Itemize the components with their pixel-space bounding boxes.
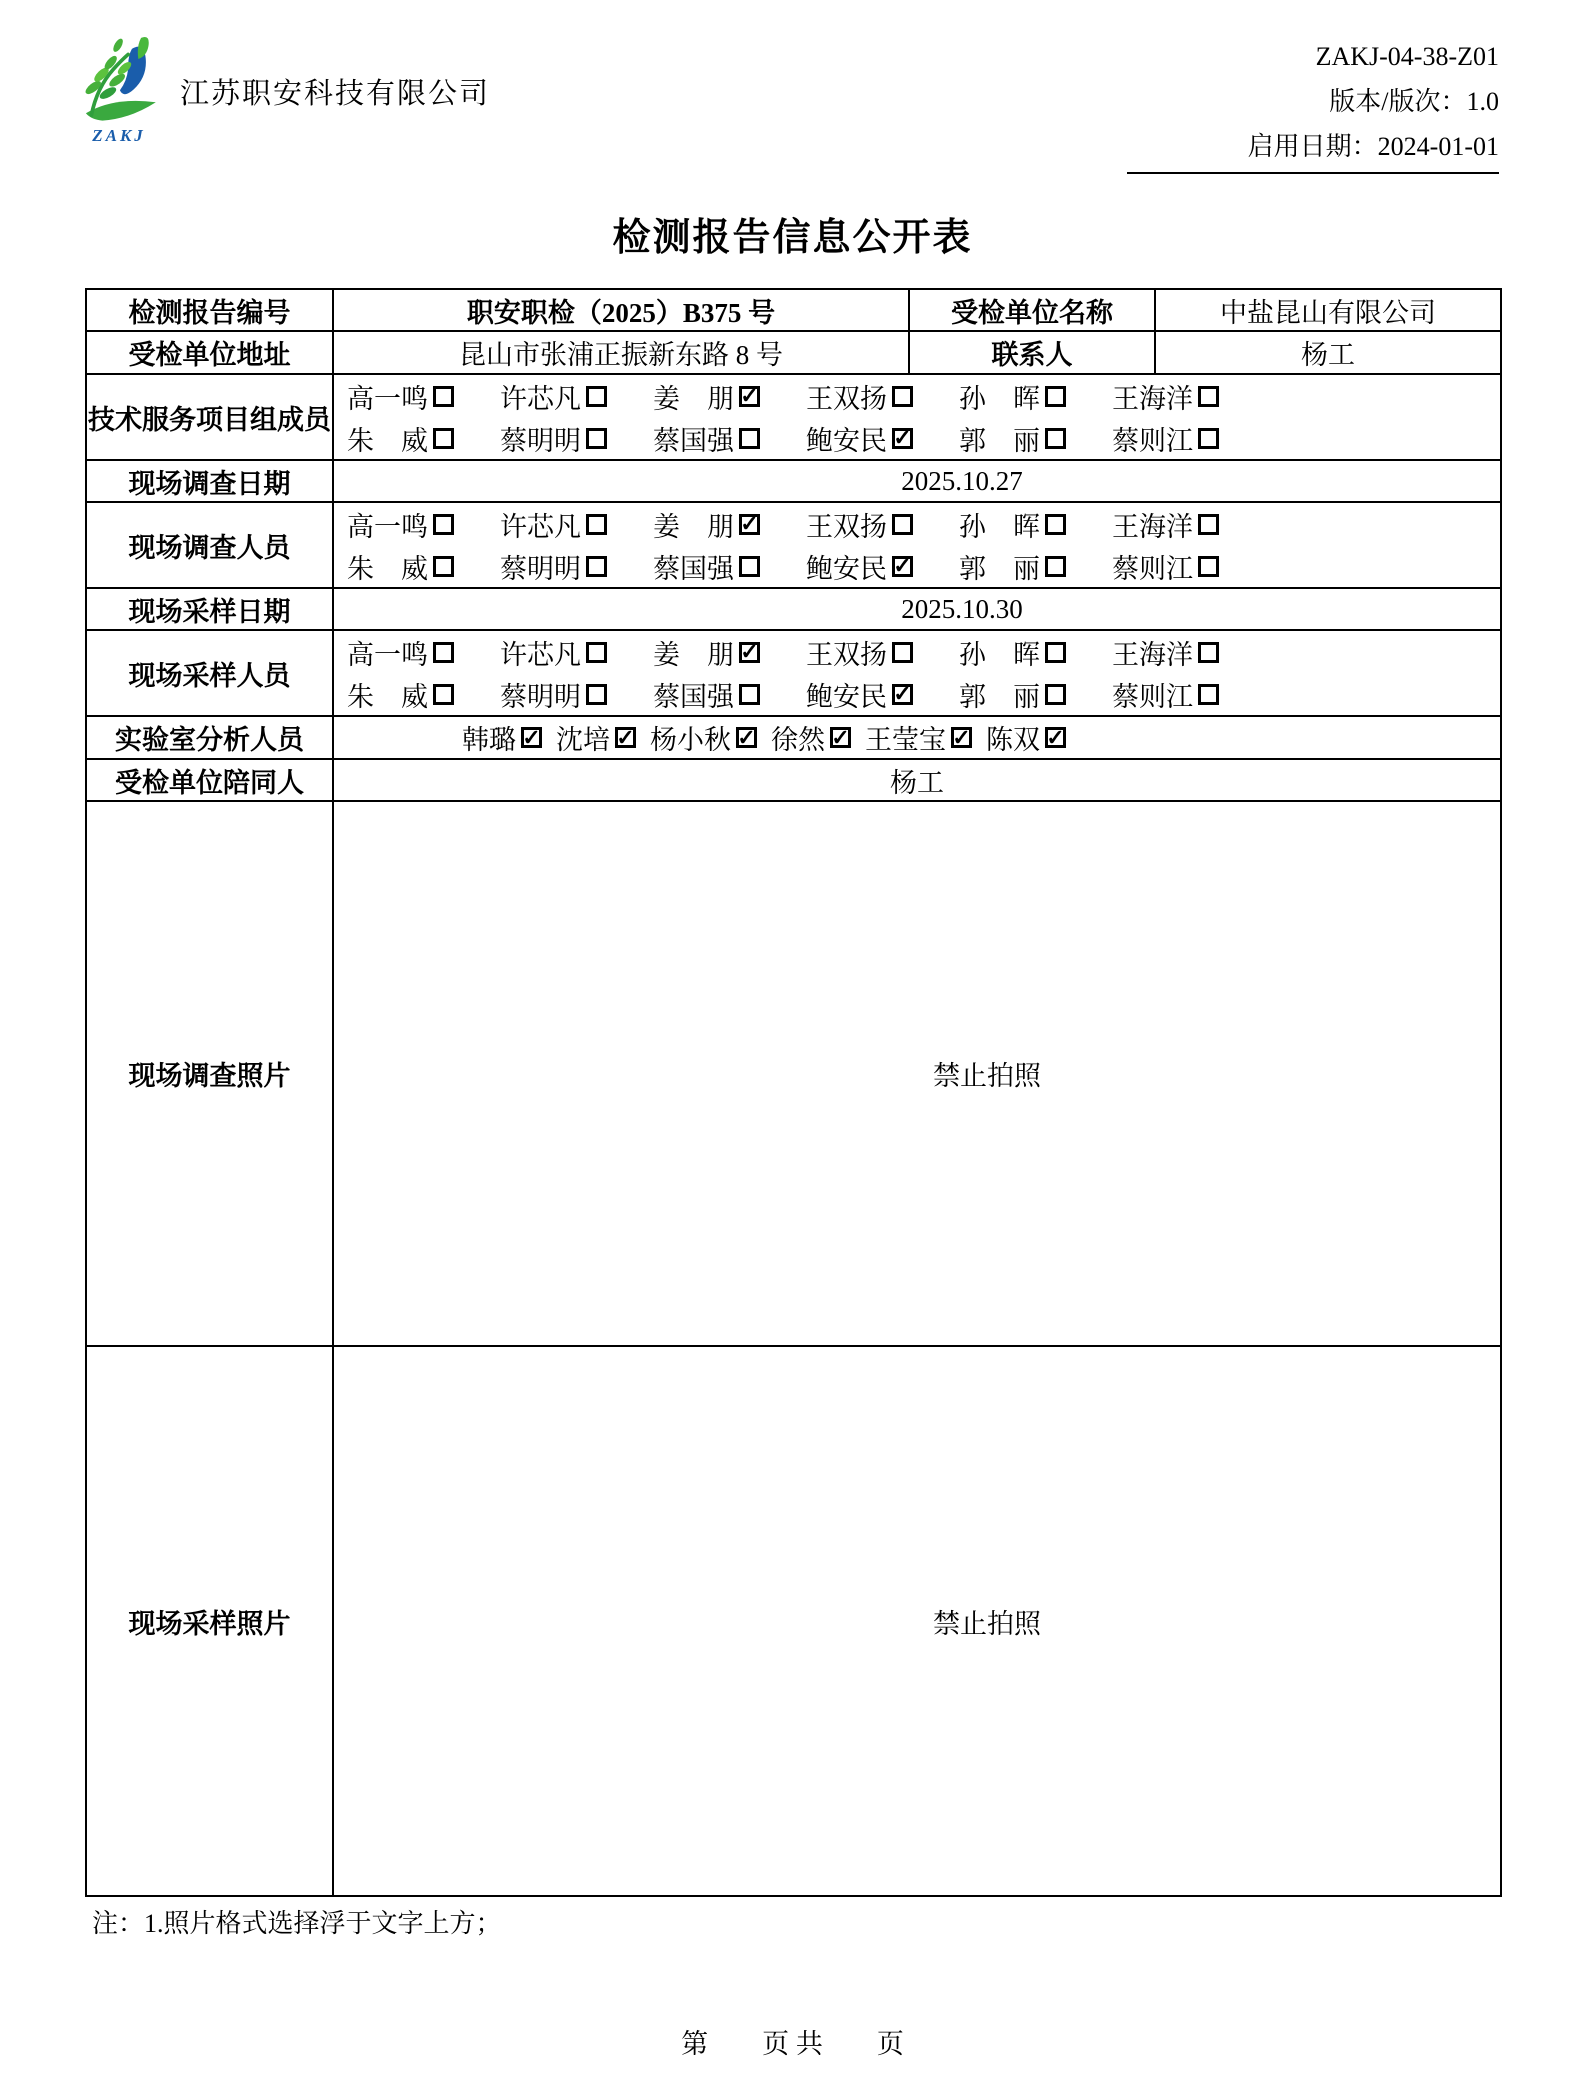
person-option bbox=[1112, 675, 1219, 714]
sampling-photo-label: 现场采样照片 bbox=[86, 1346, 333, 1896]
checkbox-unchecked[interactable] bbox=[1045, 514, 1066, 535]
checkbox-unchecked[interactable] bbox=[433, 386, 454, 407]
person-name: 蔡明明 bbox=[500, 553, 581, 584]
table-row bbox=[86, 374, 1501, 460]
page-footer: 第 页 共 页 bbox=[681, 2029, 904, 2059]
checkbox-unchecked[interactable] bbox=[1045, 556, 1066, 577]
person-option bbox=[1112, 505, 1219, 544]
table-row bbox=[86, 630, 1501, 716]
person-option bbox=[653, 419, 760, 458]
sampling-photo-cell bbox=[333, 1346, 1501, 1896]
table-row bbox=[86, 502, 1501, 588]
table-row bbox=[86, 331, 1501, 374]
effective-date-value: 2024-01-01 bbox=[1377, 132, 1499, 161]
person-name: 蔡国强 bbox=[653, 425, 734, 456]
checkbox-unchecked[interactable] bbox=[433, 514, 454, 535]
effective-date-line bbox=[1127, 124, 1499, 169]
person-option bbox=[500, 675, 607, 714]
table-row bbox=[86, 716, 1501, 759]
person-name: 孙 晖 bbox=[959, 639, 1040, 670]
checkbox-checked[interactable]: ✓ bbox=[737, 724, 756, 750]
checkbox-unchecked[interactable] bbox=[1198, 514, 1219, 535]
survey-staff-line-1 bbox=[347, 503, 1500, 545]
person-option bbox=[806, 505, 913, 544]
survey-staff-label: 现场调查人员 bbox=[86, 502, 333, 588]
sampling-staff-line-1 bbox=[347, 631, 1500, 673]
person-name: 蔡国强 bbox=[653, 681, 734, 712]
header-left bbox=[72, 36, 490, 146]
header-doc-info bbox=[1127, 34, 1499, 174]
person-name: 王双扬 bbox=[806, 639, 887, 670]
person-name: 徐然 bbox=[771, 725, 825, 755]
person-name: 沈培 bbox=[556, 725, 610, 755]
page-title: 检测报告信息公开表 bbox=[612, 217, 973, 259]
checkbox-unchecked[interactable] bbox=[586, 386, 607, 407]
person-name: 蔡明明 bbox=[500, 425, 581, 456]
checkbox-unchecked[interactable] bbox=[586, 684, 607, 705]
survey-date-value: 2025.10.27 bbox=[333, 460, 1501, 502]
person-option bbox=[1112, 377, 1219, 416]
checkbox-unchecked[interactable] bbox=[1045, 428, 1066, 449]
person-option bbox=[806, 633, 913, 672]
company-name: 江苏职安科技有限公司 bbox=[180, 77, 491, 110]
person-option bbox=[986, 718, 1066, 757]
table-row bbox=[86, 1346, 1501, 1896]
checkbox-checked[interactable]: ✓ bbox=[893, 553, 912, 578]
person-name: 蔡则江 bbox=[1112, 553, 1193, 584]
person-option bbox=[347, 377, 454, 416]
person-option bbox=[806, 675, 913, 714]
person-name: 高一鸣 bbox=[347, 383, 428, 414]
sampling-photo-note: 禁止拍照 bbox=[933, 1608, 1041, 1639]
checkbox-unchecked[interactable] bbox=[892, 386, 913, 407]
lab-staff-line bbox=[347, 717, 1500, 758]
person-name: 姜 朋 bbox=[653, 639, 734, 670]
person-name: 鲍安民 bbox=[806, 425, 887, 456]
person-name: 蔡明明 bbox=[500, 681, 581, 712]
person-option bbox=[653, 505, 760, 544]
version-label: 版本/版次： bbox=[1329, 87, 1467, 116]
checkbox-unchecked[interactable] bbox=[586, 556, 607, 577]
checkbox-unchecked[interactable] bbox=[1198, 642, 1219, 663]
person-option bbox=[806, 419, 913, 458]
person-name: 王海洋 bbox=[1112, 511, 1193, 542]
checkbox-unchecked[interactable] bbox=[586, 642, 607, 663]
person-name: 姜 朋 bbox=[653, 383, 734, 414]
person-option bbox=[500, 419, 607, 458]
person-name: 高一鸣 bbox=[347, 639, 428, 670]
table-row bbox=[86, 460, 1501, 502]
survey-staff-cell bbox=[333, 502, 1501, 588]
person-name: 郭 丽 bbox=[959, 681, 1040, 712]
unit-name-value: 中盐昆山有限公司 bbox=[1155, 289, 1501, 331]
checkbox-unchecked[interactable] bbox=[739, 556, 760, 577]
person-option bbox=[500, 547, 607, 586]
report-no-label: 检测报告编号 bbox=[86, 289, 333, 331]
survey-staff-line-2 bbox=[347, 545, 1500, 587]
sampling-date-label: 现场采样日期 bbox=[86, 588, 333, 630]
person-option bbox=[556, 718, 636, 757]
checkbox-unchecked[interactable] bbox=[586, 514, 607, 535]
checkbox-unchecked[interactable] bbox=[1045, 642, 1066, 663]
person-name: 鲍安民 bbox=[806, 681, 887, 712]
survey-photo-note: 禁止拍照 bbox=[933, 1061, 1041, 1091]
person-option bbox=[500, 633, 607, 672]
checkbox-unchecked[interactable] bbox=[892, 514, 913, 535]
person-name: 王莹宝 bbox=[865, 725, 946, 755]
table-row bbox=[86, 759, 1501, 801]
checkbox-unchecked[interactable] bbox=[1198, 386, 1219, 407]
logo-text: ZAKJ bbox=[92, 126, 146, 145]
report-info-table bbox=[85, 288, 1502, 1897]
checkbox-unchecked[interactable] bbox=[433, 428, 454, 449]
person-option bbox=[347, 675, 454, 714]
checkbox-checked[interactable]: ✓ bbox=[1046, 724, 1065, 750]
person-name: 朱 威 bbox=[347, 553, 428, 584]
person-name: 王海洋 bbox=[1112, 383, 1193, 414]
person-name: 许芯凡 bbox=[500, 383, 581, 414]
person-option bbox=[347, 633, 454, 672]
version-value: 1.0 bbox=[1466, 87, 1499, 116]
checkbox-checked[interactable]: ✓ bbox=[893, 425, 912, 450]
person-option bbox=[462, 718, 542, 757]
survey-photo-label: 现场调查照片 bbox=[86, 801, 333, 1346]
person-option bbox=[959, 547, 1066, 586]
person-name: 蔡国强 bbox=[653, 553, 734, 584]
person-option bbox=[959, 633, 1066, 672]
person-name: 王双扬 bbox=[806, 511, 887, 542]
person-name: 陈双 bbox=[986, 725, 1040, 755]
company-logo bbox=[72, 36, 166, 146]
checkbox-checked[interactable]: ✓ bbox=[740, 639, 759, 664]
person-name: 王双扬 bbox=[806, 383, 887, 414]
team-label: 技术服务项目组成员 bbox=[86, 374, 333, 460]
checkbox-unchecked[interactable] bbox=[1198, 556, 1219, 577]
leaf-logo-icon bbox=[73, 36, 165, 128]
lab-staff-cell bbox=[333, 716, 1501, 759]
person-option bbox=[959, 377, 1066, 416]
person-option bbox=[865, 718, 972, 757]
sampling-staff-cell bbox=[333, 630, 1501, 716]
person-name: 蔡则江 bbox=[1112, 681, 1193, 712]
person-name: 韩璐 bbox=[462, 725, 516, 755]
checkbox-unchecked[interactable] bbox=[739, 428, 760, 449]
person-option bbox=[650, 718, 757, 757]
person-name: 杨小秋 bbox=[650, 725, 731, 755]
team-members-cell bbox=[333, 374, 1501, 460]
checkbox-checked[interactable]: ✓ bbox=[831, 724, 850, 750]
checkbox-unchecked[interactable] bbox=[892, 642, 913, 663]
checkbox-unchecked[interactable] bbox=[1198, 684, 1219, 705]
footnote: 注：1.照片格式选择浮于文字上方； bbox=[92, 1909, 502, 1938]
lab-staff-label: 实验室分析人员 bbox=[86, 716, 333, 759]
person-name: 郭 丽 bbox=[959, 553, 1040, 584]
effective-date-label: 启用日期： bbox=[1247, 132, 1378, 161]
checkbox-checked[interactable]: ✓ bbox=[952, 724, 971, 750]
person-name: 鲍安民 bbox=[806, 553, 887, 584]
checkbox-unchecked[interactable] bbox=[1045, 684, 1066, 705]
checkbox-unchecked[interactable] bbox=[1198, 428, 1219, 449]
person-option bbox=[653, 675, 760, 714]
accompany-value: 杨工 bbox=[333, 759, 1501, 801]
team-members-line-2 bbox=[347, 417, 1500, 459]
sampling-staff-line-2 bbox=[347, 673, 1500, 715]
report-no-value: 职安职检（2025）B375 号 bbox=[333, 289, 909, 331]
person-name: 郭 丽 bbox=[959, 425, 1040, 456]
checkbox-unchecked[interactable] bbox=[586, 428, 607, 449]
accompany-label: 受检单位陪同人 bbox=[86, 759, 333, 801]
checkbox-unchecked[interactable] bbox=[739, 684, 760, 705]
contact-label: 联系人 bbox=[909, 331, 1155, 374]
person-option bbox=[347, 505, 454, 544]
person-name: 孙 晖 bbox=[959, 511, 1040, 542]
version-line bbox=[1127, 79, 1499, 124]
survey-date-label: 现场调查日期 bbox=[86, 460, 333, 502]
person-name: 朱 威 bbox=[347, 681, 428, 712]
sampling-staff-label: 现场采样人员 bbox=[86, 630, 333, 716]
person-option bbox=[1112, 633, 1219, 672]
checkbox-checked[interactable]: ✓ bbox=[522, 724, 541, 750]
contact-value: 杨工 bbox=[1155, 331, 1501, 374]
checkbox-checked[interactable]: ✓ bbox=[740, 511, 759, 536]
person-name: 许芯凡 bbox=[500, 511, 581, 542]
person-option bbox=[1112, 547, 1219, 586]
checkbox-unchecked[interactable] bbox=[433, 556, 454, 577]
person-option bbox=[347, 419, 454, 458]
person-name: 许芯凡 bbox=[500, 639, 581, 670]
sampling-date-value: 2025.10.30 bbox=[333, 588, 1501, 630]
person-option bbox=[771, 718, 851, 757]
unit-name-label: 受检单位名称 bbox=[909, 289, 1155, 331]
person-name: 蔡则江 bbox=[1112, 425, 1193, 456]
table-row bbox=[86, 289, 1501, 331]
person-option bbox=[653, 377, 760, 416]
person-name: 朱 威 bbox=[347, 425, 428, 456]
person-name: 姜 朋 bbox=[653, 511, 734, 542]
checkbox-unchecked[interactable] bbox=[1045, 386, 1066, 407]
doc-code: ZAKJ-04-38-Z01 bbox=[1315, 42, 1499, 71]
person-option bbox=[959, 675, 1066, 714]
checkbox-checked[interactable]: ✓ bbox=[893, 681, 912, 706]
person-option bbox=[653, 547, 760, 586]
person-name: 孙 晖 bbox=[959, 383, 1040, 414]
person-option bbox=[806, 547, 913, 586]
table-row bbox=[86, 801, 1501, 1346]
checkbox-unchecked[interactable] bbox=[433, 684, 454, 705]
checkbox-checked[interactable]: ✓ bbox=[740, 383, 759, 408]
person-option bbox=[806, 377, 913, 416]
person-option bbox=[1112, 419, 1219, 458]
address-value: 昆山市张浦正振新东路 8 号 bbox=[333, 331, 909, 374]
person-option bbox=[959, 505, 1066, 544]
person-name: 高一鸣 bbox=[347, 511, 428, 542]
person-option bbox=[500, 505, 607, 544]
person-option bbox=[653, 633, 760, 672]
person-option bbox=[347, 547, 454, 586]
table-row bbox=[86, 588, 1501, 630]
person-option bbox=[500, 377, 607, 416]
person-name: 王海洋 bbox=[1112, 639, 1193, 670]
checkbox-checked[interactable]: ✓ bbox=[616, 724, 635, 750]
checkbox-unchecked[interactable] bbox=[433, 642, 454, 663]
team-members-line-1 bbox=[347, 375, 1500, 417]
address-label: 受检单位地址 bbox=[86, 331, 333, 374]
survey-photo-cell bbox=[333, 801, 1501, 1346]
person-option bbox=[959, 419, 1066, 458]
